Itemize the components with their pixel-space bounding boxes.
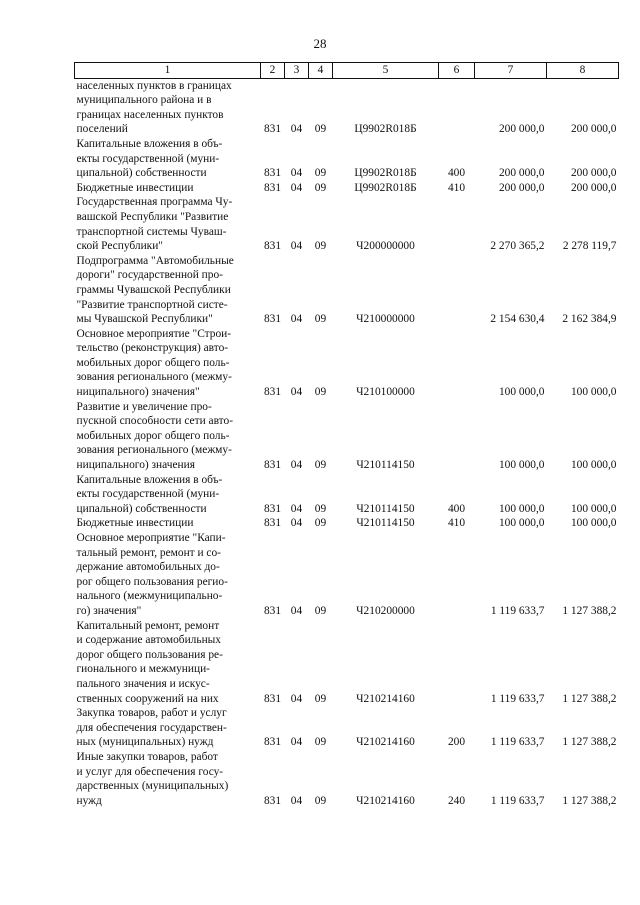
item-name-line: тальный ремонт, ремонт и со- [76, 546, 221, 559]
item-name-line: дарственных (муниципальных) [76, 780, 229, 793]
amount-year-2-cell: 100 000,0 [570, 386, 617, 399]
target-article-cell: Ч210214160 [356, 794, 415, 807]
subsection-code-cell: 09 [314, 692, 327, 705]
item-name-line: дорог общего пользования ре- [76, 648, 223, 661]
table-row [75, 750, 619, 808]
item-name-cell [75, 706, 261, 750]
expense-type-cell: 400 [447, 502, 466, 515]
item-name-line: ципальной) собственности [76, 502, 207, 515]
expense-type-cell [439, 254, 475, 327]
column-header-6: 6 [439, 63, 475, 79]
table-row [75, 706, 619, 750]
item-name-line: го) значения" [76, 604, 142, 617]
table-row [75, 473, 619, 517]
table-row [75, 516, 619, 531]
item-name-line: Государственная программа Чу- [76, 196, 233, 209]
amount-year-2-cell: 2 162 384,9 [562, 313, 617, 326]
amount-year-1-cell: 200 000,0 [498, 167, 545, 180]
amount-year-2-cell: 200 000,0 [570, 167, 617, 180]
section-code-cell: 04 [290, 240, 303, 253]
item-name-line: и услуг для обеспечения госу- [76, 765, 224, 778]
subsection-code-cell: 09 [314, 167, 327, 180]
item-name-cell [75, 195, 261, 253]
ministry-code-cell: 831 [263, 604, 282, 617]
ministry-code-cell: 831 [263, 313, 282, 326]
section-code-cell: 04 [290, 167, 303, 180]
item-name-line: Бюджетные инвестиции [76, 181, 194, 194]
ministry-code-cell: 831 [263, 167, 282, 180]
item-name-line: для обеспечения государствен- [76, 721, 227, 734]
budget-table [74, 62, 619, 808]
column-header-5: 5 [333, 63, 439, 79]
amount-year-1-cell: 2 270 365,2 [490, 240, 545, 253]
table-row [75, 181, 619, 196]
ministry-code-cell: 831 [263, 517, 282, 530]
item-name-line: и содержание автомобильных [76, 634, 222, 647]
section-code-cell: 04 [290, 604, 303, 617]
column-header-2: 2 [261, 63, 285, 79]
item-name-line: транспортной системы Чуваш- [76, 225, 227, 238]
subsection-code-cell: 09 [314, 517, 327, 530]
amount-year-1-cell: 1 119 633,7 [490, 604, 545, 617]
table-header [75, 63, 619, 79]
item-name-line: Закупка товаров, работ и услуг [76, 707, 227, 720]
item-name-cell [75, 516, 261, 531]
item-name-cell [75, 619, 261, 707]
item-name-cell [75, 137, 261, 181]
section-code-cell: 04 [290, 502, 303, 515]
item-name-line: екты государственной (муни- [76, 488, 220, 501]
subsection-code-cell: 09 [314, 386, 327, 399]
item-name-line: зования регионального (межму- [76, 371, 232, 384]
item-name-cell [75, 181, 261, 196]
item-name-cell [75, 327, 261, 400]
item-name-line: поселений [76, 123, 128, 136]
expense-type-cell [439, 327, 475, 400]
amount-year-2-cell: 1 127 388,2 [562, 692, 617, 705]
item-name-line: рог общего пользования регио- [76, 575, 228, 588]
section-code-cell: 04 [290, 692, 303, 705]
item-name-line: пального значения и искус- [76, 677, 210, 690]
item-name-line: Бюджетные инвестиции [76, 517, 194, 530]
table-row [75, 137, 619, 181]
item-name-cell [75, 531, 261, 619]
target-article-cell: Ч210114150 [356, 459, 415, 472]
item-name-line: Капитальные вложения в объ- [76, 473, 223, 486]
subsection-code-cell: 09 [314, 794, 327, 807]
amount-year-1-cell: 1 119 633,7 [490, 736, 545, 749]
item-name-line: пускной способности сети авто- [76, 415, 233, 428]
item-name-cell [75, 254, 261, 327]
item-name-line: Основное мероприятие "Капи- [76, 532, 226, 544]
section-code-cell: 04 [290, 459, 303, 472]
target-article-cell: Ч210114150 [356, 502, 415, 515]
item-name-line: ных (муниципальных) нужд [76, 736, 214, 749]
amount-year-2-cell: 200 000,0 [570, 181, 617, 194]
target-article-cell: Ч210000000 [356, 313, 415, 326]
amount-year-1-cell: 100 000,0 [498, 459, 545, 472]
expense-type-cell: 240 [447, 794, 466, 807]
subsection-code-cell: 09 [314, 313, 327, 326]
expense-type-cell: 410 [447, 517, 466, 530]
amount-year-1-cell: 100 000,0 [498, 386, 545, 399]
section-code-cell: 04 [290, 386, 303, 399]
amount-year-1-cell: 100 000,0 [498, 502, 545, 515]
amount-year-2-cell: 200 000,0 [570, 123, 617, 136]
target-article-cell: Ц9902R018Б [354, 181, 417, 194]
table-row [75, 327, 619, 400]
table-body [75, 78, 619, 808]
expense-type-cell: 400 [447, 167, 466, 180]
amount-year-2-cell: 1 127 388,2 [562, 736, 617, 749]
ministry-code-cell: 831 [263, 240, 282, 253]
target-article-cell: Ч210100000 [356, 386, 415, 399]
amount-year-1-cell: 2 154 630,4 [490, 313, 545, 326]
item-name-cell [75, 78, 261, 137]
column-header-3: 3 [285, 63, 309, 79]
column-header-7: 7 [475, 63, 547, 79]
target-article-cell: Ч210114150 [356, 517, 415, 530]
table-row [75, 195, 619, 253]
item-name-line: ственных сооружений на них [76, 692, 219, 705]
amount-year-1-cell: 1 119 633,7 [490, 692, 545, 705]
target-article-cell: Ц9902R018Б [354, 167, 417, 180]
column-header-1: 1 [75, 63, 261, 79]
item-name-line: Основное мероприятие "Строи- [76, 327, 232, 340]
amount-year-2-cell: 100 000,0 [570, 502, 617, 515]
table-row [75, 78, 619, 137]
item-name-line: муниципального района и в [76, 94, 212, 107]
section-code-cell: 04 [290, 794, 303, 807]
expense-type-cell [439, 195, 475, 253]
column-header-4: 4 [309, 63, 333, 79]
amount-year-1-cell: 100 000,0 [498, 517, 545, 530]
subsection-code-cell: 09 [314, 736, 327, 749]
section-code-cell: 04 [290, 736, 303, 749]
item-name-cell [75, 750, 261, 808]
item-name-cell [75, 400, 261, 473]
table-row [75, 400, 619, 473]
ministry-code-cell: 831 [263, 386, 282, 399]
target-article-cell: Ч200000000 [356, 240, 415, 253]
subsection-code-cell: 09 [314, 240, 327, 253]
item-name-line: ниципального) значения" [76, 386, 200, 399]
section-code-cell: 04 [290, 181, 303, 194]
expense-type-cell: 200 [447, 736, 466, 749]
item-name-line: мобильных дорог общего поль- [76, 356, 230, 369]
amount-year-2-cell: 1 127 388,2 [562, 794, 617, 807]
item-name-line: нужд [76, 794, 102, 807]
item-name-line: Развитие и увеличение про- [76, 400, 212, 413]
column-header-8: 8 [547, 63, 619, 79]
target-article-cell: Ц9902R018Б [354, 123, 417, 136]
amount-year-1-cell: 200 000,0 [498, 123, 545, 136]
amount-year-2-cell: 1 127 388,2 [562, 604, 617, 617]
target-article-cell: Ч210214160 [356, 692, 415, 705]
target-article-cell: Ч210200000 [356, 604, 415, 617]
item-name-line: "Развитие транспортной систе- [76, 298, 228, 311]
page-number: 28 [313, 36, 327, 51]
amount-year-1-cell: 200 000,0 [498, 181, 545, 194]
item-name-line: мы Чувашской Республики" [76, 313, 213, 326]
amount-year-2-cell: 100 000,0 [570, 459, 617, 472]
item-name-line: нального (межмуниципально- [76, 590, 223, 603]
expense-type-cell [439, 619, 475, 707]
item-name-line: населенных пунктов в границах [76, 79, 232, 92]
item-name-line: Капитальный ремонт, ремонт [76, 619, 220, 632]
amount-year-2-cell: 100 000,0 [570, 517, 617, 530]
expense-type-cell: 410 [447, 181, 466, 194]
ministry-code-cell: 831 [263, 736, 282, 749]
section-code-cell: 04 [290, 313, 303, 326]
ministry-code-cell: 831 [263, 692, 282, 705]
item-name-line: границах населенных пунктов [76, 108, 224, 121]
item-name-line: вашской Республики "Развитие [76, 210, 229, 223]
target-article-cell: Ч210214160 [356, 736, 415, 749]
item-name-line: Подпрограмма "Автомобильные [76, 254, 234, 267]
ministry-code-cell: 831 [263, 459, 282, 472]
table-row [75, 531, 619, 619]
ministry-code-cell: 831 [263, 794, 282, 807]
subsection-code-cell: 09 [314, 459, 327, 472]
item-name-line: держание автомобильных до- [76, 561, 220, 574]
item-name-cell [75, 473, 261, 517]
amount-year-2-cell: 2 278 119,7 [562, 240, 617, 253]
item-name-line: екты государственной (муни- [76, 152, 220, 165]
ministry-code-cell: 831 [263, 123, 282, 136]
item-name-line: ниципального) значения [76, 459, 195, 472]
section-code-cell: 04 [290, 517, 303, 530]
table-row [75, 254, 619, 327]
item-name-line: гионального и межмуници- [76, 663, 210, 676]
section-code-cell: 04 [290, 123, 303, 136]
item-name-line: ской Республики" [76, 240, 163, 253]
item-name-line: зования регионального (межму- [76, 444, 232, 457]
item-name-line: дороги" государственной про- [76, 269, 223, 282]
item-name-line: Капитальные вложения в объ- [76, 137, 223, 150]
subsection-code-cell: 09 [314, 604, 327, 617]
item-name-line: тельство (реконструкция) авто- [76, 342, 229, 355]
item-name-line: мобильных дорог общего поль- [76, 429, 230, 442]
subsection-code-cell: 09 [314, 181, 327, 194]
ministry-code-cell: 831 [263, 502, 282, 515]
item-name-line: граммы Чувашской Республики [76, 283, 231, 296]
subsection-code-cell: 09 [314, 123, 327, 136]
ministry-code-cell: 831 [263, 181, 282, 194]
amount-year-1-cell: 1 119 633,7 [490, 794, 545, 807]
table-row [75, 619, 619, 707]
expense-type-cell [439, 400, 475, 473]
subsection-code-cell: 09 [314, 502, 327, 515]
item-name-line: Иные закупки товаров, работ [76, 750, 218, 763]
expense-type-cell [439, 78, 475, 137]
item-name-line: ципальной) собственности [76, 167, 207, 180]
expense-type-cell [439, 531, 475, 619]
